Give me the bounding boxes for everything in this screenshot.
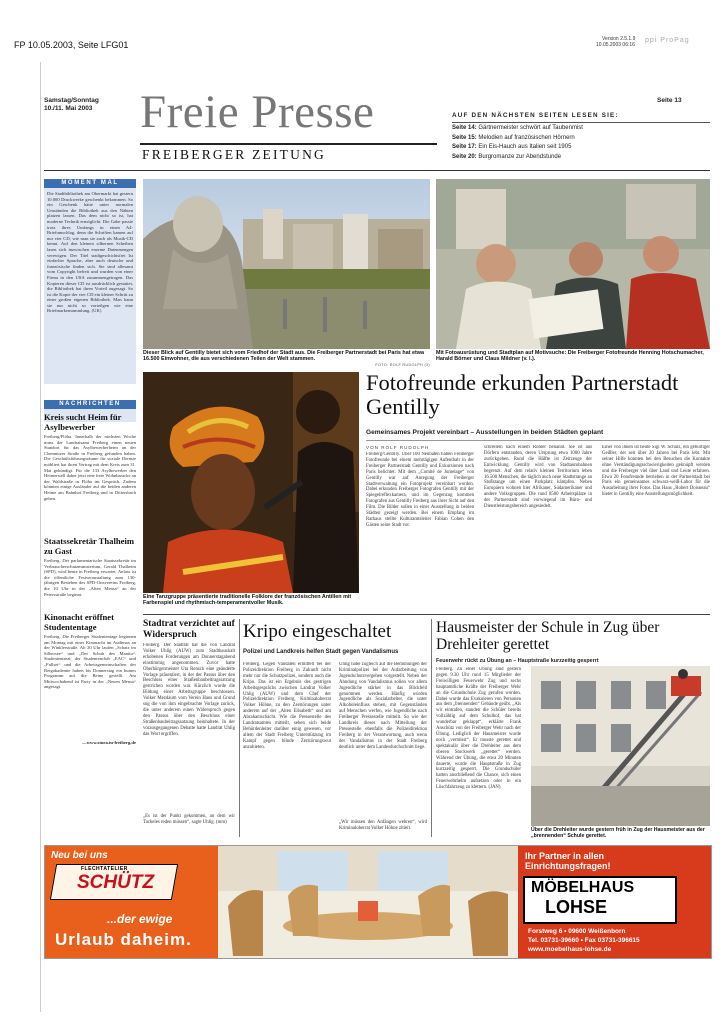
version-date: 10.05.2003 06:16 bbox=[596, 42, 635, 48]
fotofreunde-photo bbox=[436, 179, 710, 349]
kripo-subhead: Polizei und Landkreis helfen Stadt gegen Vandalismus bbox=[243, 649, 399, 655]
fotofreunde-caption: Mit Fotoausrüstung und Stadtplan auf Motivsuche: Die Freiberger Fotofreunde Henning Hotschumacher, Harald Börner und Claus Mildner (v. l.). bbox=[436, 350, 704, 363]
news-text: Freiberg/Flöha. Innerhalb der nächsten Woche muss der Landratsamt Freiberg einen neuen Standort für das Asylbewerberheim an der Chemnitzer Straße in Freiberg gefunden haben. Die Geschäftsführungsräume für soziale Dienste möbliert hat ihren Vertrag mit dem Kreis zum 31. Mai gekündigt. Für die 133 Asylbewerber den Heimerstell daher jetzt eine freie Wohnbaracke an der Waldstraße in Flöha im Gespräch. Zudem könnten einige Ausländer auf die beiden anderen Heime am Bahnhof Freiberg und in Dittersbach gehen. bbox=[44, 434, 136, 501]
stadtrat-text: Freiberg. Der Stadtrat hat die von Landrat Volker Uhlig (AUW) zum Stadthaushalt erhobenen Forderungen am Donnerstagabend einstimmig angenommen. Zuvor hatte Oberbürgermeister Uta Rensch eine geänderte Vorlage präsentiert, in der der Passus über den Beschluss einer Straßenbaubeitragssatzung gestrichen worden war. Kürzlich wurde die Bildung einer Arbeitsgruppe beschlossen. Volker Mezdaum vom Verein Haus und Grund sog die von ihm eingebrachte Vorlage zurück, die unter anderem einen Widerspruch gegen den Passus über den Beschluss einer Straßenbaubeitragssatzung beinhaltete. In der vorausgegangenen Debatte hatte Landrat Uhlig das Wort ergriffen. bbox=[143, 643, 235, 737]
moment-mal-heading: MOMENT MAL bbox=[44, 179, 136, 188]
news-text: Freiberg. Der parlamentarische Staatssekretär im Verbraucherschutzministerium, Gerald Thalheim (SPD), wird heute in Freiberg erwartet. Anlass ist die öffentliche Festveranstaltung zum 130-jährigen Bestehen des SPD-Ortsvereins Freiberg, die 10 Uhr in der „Alten Mensa“ an der Petersstraße beginnt. bbox=[44, 558, 136, 597]
preview-heading: AUF DEN NÄCHSTEN SEITEN LESEN SIE: bbox=[452, 112, 619, 119]
page-id-label: FP 10.05.2003, Seite LFG01 bbox=[14, 40, 129, 50]
lead-rule bbox=[366, 440, 710, 441]
lead-bottom-rule bbox=[143, 614, 710, 615]
news-text: Freiberg. Die Freiberger Studententage beginnen am Montag mit einer Kinonacht im Audimax an der Winklerstraße. Ab 20 Uhr laufen „Schatz im Silbersee“ und „Der Schuh des Manitu“. Studententreat, der Studentenclub „EAC“ und „Fullset“ und die Arbeitsgemeinschaften der Bergakademie haben bis Donnerstag ein buntes Programm auf die Beine gestellt. Am Mittwochabend ist Party in der „Neuen Mensa“ angesagt. bbox=[44, 634, 136, 690]
gentilly-photo bbox=[143, 179, 430, 349]
printer-tag: ppi ProPag bbox=[645, 37, 690, 44]
column-divider bbox=[239, 619, 240, 837]
kripo-headline: Kripo eingeschaltet bbox=[243, 621, 392, 642]
ad-banner[interactable] bbox=[44, 845, 712, 959]
drehleiter-photo bbox=[531, 666, 710, 826]
page-number: Seite 13 bbox=[657, 97, 682, 104]
gentilly-caption: Dieser Blick auf Gentilly bietet sich vom Friedhof der Stadt aus. Die Freiberger Partnerstadt bei Paris hat etwa 16.500 Einwohner, die aus verschiedenen Teilen der Welt stammen. bbox=[143, 350, 424, 363]
ad-phone: Tel. 03731-39660 • Fax 03731-396615 bbox=[528, 937, 640, 944]
stadtrat-text-end: „Es ist der Punkt gekommen, an dem wir Tacheles reden müssen“, sagte Uhlig. (mm) bbox=[143, 814, 235, 825]
moment-mal-box bbox=[44, 179, 136, 384]
news-title: Staatssekretär Thalheim zu Gast bbox=[44, 536, 134, 556]
gentilly-credit: FOTO: ROLF RUDOLPH (3) bbox=[375, 363, 430, 367]
date-line-2: 10./11. Mai 2003 bbox=[44, 105, 93, 112]
kripo-col-1: Freiberg. Gegen Vandalen ermittelt bei der Polizeidirektion Freiberg in Zukunft nicht mehr nur die Schutzpolizei, sondern auch die Kripo. Das ist ein Ergebnis des gestrigen Arbeitsgesprächs zwischen Landrat Volker Uhlig (AUW) und dem Chef der Polizeidirektion Freiberg, Kriminaloberrat Volker Höhne, zu den Zerstörungen unter anderem auf der „Alten Elisabeth“ und am Abrahamschacht. Wie die Pressestelle des Landratsamtes mitteilt, sehen sich beide Behördenleiter darüber einig gewesen, vor allem der Stadt Freiberg Unterstützung im Kampf gegen blinde Zerstörungswut anzubieten. bbox=[243, 662, 331, 750]
news-title: Kinonacht eröffnet Studententage bbox=[44, 612, 114, 632]
ad-address: Forstweg 6 • 09600 Weißenborn bbox=[528, 928, 626, 935]
ad-top-text: Neu bei uns bbox=[51, 850, 108, 861]
masthead-bottom-rule bbox=[44, 170, 710, 171]
masthead-subtitle: FREIBERGER ZEITUNG bbox=[142, 147, 326, 162]
ad-furniture-image bbox=[218, 846, 518, 958]
nachrichten-heading: NACHRICHTEN bbox=[44, 400, 136, 409]
preview-box bbox=[452, 112, 710, 164]
news-link[interactable]: —www.stura.tu-freiberg.de bbox=[82, 740, 136, 745]
ad-web[interactable]: www.moebelhaus-lohse.de bbox=[528, 946, 612, 953]
hausmeister-headline: Hausmeister der Schule in Zug über Drehleiter gerettet bbox=[436, 619, 660, 653]
version-label: Version 2.5.1.9 bbox=[602, 36, 636, 42]
lead-col-1: Freiberg/Gentilly. Über 100 Neubaten haben Freiberger Fotofreunde bei einem mehrtägigen Aufenthalt in der Freiberger Partnerstadt Gentilly und Exkursionen nach Paris belichtet. Mit dem „Comité de Jumelage“ von Gentilly war auf Anregung der Freiberger Stadtverwaltung ein Fotoprojekt vereinbart worden. Dabei erkunden Freiberger Fotografen Gentilly mit der Spiegelreflexkamera, und im Gegenzug kommen Fotografen aus Gentilly Freiberg aus ihrer Sicht auf den Film. Die Bilder sollen in einer Ausstellung in beiden Städten gezeigt werden. Bei einem Empfang im Rathaus stellte Kulturamtsleiter Fabian Cohen den Gästen seine Stadt vor. bbox=[366, 452, 474, 528]
lead-col-2: schreiteln nach einem Römer benannt. Sie ist aus Dörfern entstanden, deren Ursprung etwa 1000 Jahre zurückgehen. Rund die Hälfte ist Zeitzeuge der Entwicklung. Gentilly wird von Stadtautobahnen begrenzt. Auf dem relativ kleinen Territorium leben 16.500 Menschen, die täglich auch neue Stadtstrange an Stoßstange um einen Parkplatz kämpfen. Neben Europäern wohnen hier Afrikaner, Südamerikaner und andere Volksgruppen. Die rund 8500 Arbeitsplätze in der Partnerstadt sind vorwiegend im Büro- und Dienstleistungsbereich angesiedelt. bbox=[484, 445, 592, 510]
lead-subhead: Gemeinsames Projekt vereinbart – Ausstellungen in beiden Städten geplant bbox=[366, 429, 604, 436]
hausmeister-text: Freiberg. Zu einer Übung sind gestern gegen 9.30 Uhr rund 15 Mitglieder der Freiwilligen Feuerwehr Zug und sechs hauptamtliche Kräfte der Freiberger Wehr an die Grundschule Zug gerufen worden. Dabei wurde das Evakuieren von Personen aus dem „brennenden“ Gebäude geübt. „Als wir eintrafen, standen die Schüler bereits vollzählig auf dem Schulhof, das hat wunderbar geklappt“, erklärte Frank Anschütz von der Freiberger Wehr nach der Übung. Lediglich der Hausmeister wurde noch „vermisst“. Er musste gerettet und spektakulär über die Drehleiter aus dem oberen Stockwerk „gerettet“ werden. Während der Übung, die etwa 20 Minuten dauerte, wurde die Hauptstraße in Zug kurzzeitig gesperrt. Die Grundschüler hatten anschließend die Chance, sich einen Feuerwehrhelm aufsetzen oder in ein Löschfahrzeug zu klettern. (JAN) bbox=[436, 667, 521, 791]
preview-item[interactable]: Seite 17: Ein Eis-Hauch aus Italien seit 1905 bbox=[452, 144, 572, 150]
ad-brand-small: FLECHTATELIER bbox=[81, 866, 128, 872]
column-divider bbox=[431, 619, 432, 837]
hausmeister-subhead: Feuerwehr rückt zu Übung an – Hauptstraße kurzzeitig gesperrt bbox=[436, 658, 599, 664]
nachrichten-list bbox=[44, 413, 136, 746]
preview-item[interactable]: Seite 15: Melodien auf französischen Hörnern bbox=[452, 134, 575, 141]
ad-logo-2: LOHSE bbox=[545, 897, 608, 917]
ad-right-top-2: Einrichtungsfragen! bbox=[525, 861, 611, 871]
preview-item[interactable]: Seite 20: Burgromanze zur Abendstunde bbox=[452, 153, 562, 160]
drehleiter-caption: Über die Drehleiter wurde gestern früh in Zug der Hausmeister aus der „brennenden“ Schule gerettet. bbox=[531, 827, 705, 839]
date-line-1: Samstag/Sonntag bbox=[44, 97, 99, 104]
preview-item[interactable]: Seite 14: Gärtnermeister schwört auf Taubenmist bbox=[452, 125, 583, 131]
masthead-rule bbox=[140, 143, 437, 145]
lead-headline: Fotofreunde erkunden Partnerstadt Gentilly bbox=[366, 370, 679, 419]
kripo-col-2-end: „Wir müssen den Anfängen wehren“, wird Kriminaloberrat Volker Höhne zitiert. bbox=[339, 820, 427, 831]
ad-brand-big: SCHÜTZ bbox=[77, 872, 155, 893]
news-title: Kreis sucht Heim für Asylbewerber bbox=[44, 412, 122, 432]
lead-byline: VON ROLF RUDOLPH bbox=[366, 445, 430, 450]
moment-mal-text: Die Stadtbibliothek am Obermarkt hat gestern 10.000 Druckwerke geschenkt bekommen. So ein Geschenk hätte unter normalen Umständen die Bibliothek aus den Nähten platzen lassen. Das dem nicht so ist, hat moderne Technik ermöglicht. Die Gabe passte trotz ihres Umfangs in einen A4-Briefumschlag, denn die Schriften kamen auf nur vier CD, wie man sie auch als Musik-CD kennt. Auf den kleinen silbernen Scheiben lasen sich inzwischen enorme Datenmengen verewigen. Der Titel stadtgeschichtsfrei Ist einfacher Sprache, aber auch deutsche und französische finden sich. Sie sind allesamt vom Copyright befreit und wurden von einer Firma in den USA zusammengetragen. Das Kopieren dieser CD ist ausdrücklich gestattet, die Bibliothek hat ihren Vorteil zugesagt. So ist die Kopie der vier CD ein kleiner Schritt zu einer großen eigenen Bibliothek. Man kann sie nur nicht so vorteilgen wie eine Briefmarkensammlung. (UK) bbox=[47, 191, 133, 314]
kripo-col-2: Uhlig habe zugleich auf die Bemühungen der Kriminalpolizei bei der Aufarbeitung von Jugendschutzvergehen vorgestellt. Neben der Ahndung von Vandalismus sollen vor allem Jugendliche stärker in das Blickfeld genommen werden. Häufig würden Jugendliche als Sozialarbeiter, die unter Alkoholeinfluss stehen, mit Gegenständen auf Menschen werfen, wie Jugendliche nach Freiberger Pressestelle mitteilt. So wie der Landkreis dieses nach Mitteilung der Pressestelle ebenfalls die Polizeidirektion Freiberg in der Verantwortung, auch wenn der Vandalismus in der Stadt Freiberg deutlich unter dem Landesdurchschnitt liege. bbox=[339, 662, 427, 750]
lead-col-3: Einer von ihnen ist heute Sigi W. Schulz, ein gebürtiger Geißler, der seit über 20 Jahren bei Paris lebt. Mit seiner Hilfe konnten bei den Besuchen die Kontakte ohne Verständigungsschwierigkeiten geknüpft werden und die Freiberger viel über Land und Leute erfahren. Etwa 20 Fotofreunde betrieben in der Partnerstadt bei Paris ein gemeinsames schwarz-weiß-Labor für die Ausarbeitung ihrer Fotos. Das Haus „Robert Doisneau“ bietet in Gentilly eine Ausstellungsmöglichkeit. bbox=[602, 445, 710, 498]
ad-slogan-1: ...der ewige bbox=[107, 912, 173, 926]
ad-right-top-1: Ihr Partner in allen bbox=[525, 851, 605, 861]
ad-slogan-2: Urlaub daheim. bbox=[55, 930, 192, 949]
dancer-photo bbox=[143, 372, 359, 593]
ad-logo-1: MÖBELHAUS bbox=[531, 879, 635, 896]
dancer-caption: Eine Tanzgruppe präsentierte traditionelle Folklore der französischen Antillen mit Farbenspiel und rhythmisch-temperamentvoller Musik. bbox=[143, 594, 352, 607]
stadtrat-headline: Stadtrat verzichtet auf Widerspruch bbox=[143, 619, 235, 640]
masthead-title: Freie Presse bbox=[140, 86, 375, 138]
